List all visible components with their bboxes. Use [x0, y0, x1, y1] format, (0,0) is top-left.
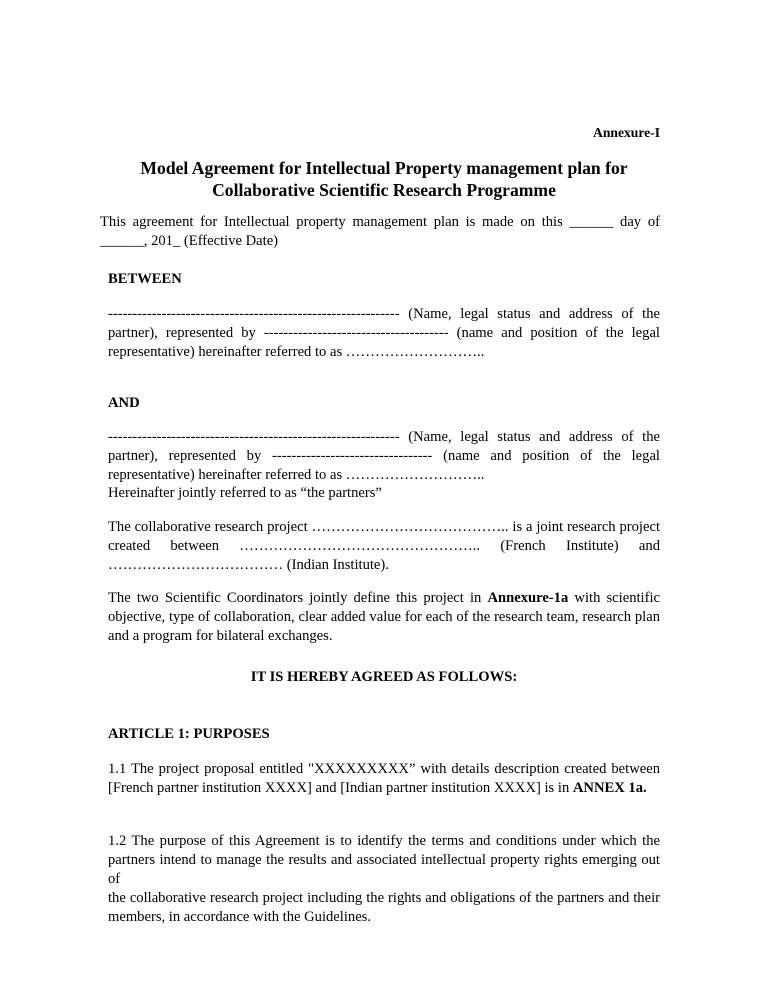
coordinators-paragraph [108, 589, 660, 646]
coordinators-line-1 [108, 589, 660, 608]
partner1-line-3: representative) hereinafter referred to as ……………………….. [108, 344, 485, 360]
article1-heading: ARTICLE 1: PURPOSES [108, 726, 270, 742]
partner1-line-1: ------------------------------------------------------------ (Name, legal status and address of the [108, 306, 660, 322]
project-paragraph [108, 518, 660, 575]
annex-1a-reference: ANNEX 1a. [572, 780, 647, 796]
coordinators-text-a: The two Scientific Coordinators jointly define this project in [108, 590, 488, 606]
partner2-line-3: representative) hereinafter referred to as ……………………….. [108, 467, 485, 483]
coordinators-text-c: with scientific [568, 590, 660, 606]
p12-line-3: the collaborative research project including the rights and obligations of the partners and their [108, 890, 660, 906]
title-line-1: Model Agreement for Intellectual Property management plan for [140, 158, 628, 178]
project-line-3: ……………………………… (Indian Institute). [108, 557, 389, 573]
and-heading: AND [108, 395, 140, 411]
p11-line-2 [108, 779, 660, 798]
partner1-paragraph [108, 305, 660, 362]
partner2-paragraph [108, 428, 660, 485]
intro-paragraph [100, 213, 660, 251]
coordinators-line-3: and a program for bilateral exchanges. [108, 628, 333, 644]
coordinators-line-2: objective, type of collaboration, clear added value for each of the research team, research plan [108, 609, 660, 625]
p12-line-2: partners intend to manage the results and associated intellectual property rights emerging out of [108, 852, 660, 887]
p11-text-a: [French partner institution XXXX] and [Indian partner institution XXXX] is in [108, 780, 573, 796]
p12-line-1: 1.2 The purpose of this Agreement is to identify the terms and conditions under which the [108, 833, 660, 849]
intro-line-2: ______, 201_ (Effective Date) [100, 233, 279, 249]
project-line-1: The collaborative research project ………………………………….. is a joint research project [108, 519, 660, 535]
paragraph-1-2 [108, 832, 660, 927]
p12-line-4: members, in accordance with the Guidelines. [108, 909, 372, 925]
document-title [108, 157, 660, 201]
between-heading: BETWEEN [108, 271, 182, 287]
title-line-2: Collaborative Scientific Research Programme [212, 180, 556, 200]
jointly-paragraph: Hereinafter jointly referred to as “the partners” [108, 485, 382, 501]
partner2-line-1: ------------------------------------------------------------ (Name, legal status and address of the [108, 429, 660, 445]
partner2-line-2: partner), represented by --------------------------------- (name and position of the legal [108, 448, 660, 464]
project-line-2: created between ………………………………………….. (French Institute) and [108, 538, 660, 554]
partner1-line-2: partner), represented by -------------------------------------- (name and position of the legal [108, 325, 660, 341]
intro-line-1: This agreement for Intellectual property management plan is made on this ______ day of [100, 214, 660, 230]
paragraph-1-1 [108, 760, 660, 798]
agreed-heading: IT IS HEREBY AGREED AS FOLLOWS: [250, 669, 518, 685]
annexure-1a-reference: Annexure-1a [487, 590, 569, 606]
p11-line-1: 1.1 The project proposal entitled "XXXXXXXXX” with details description created between [108, 761, 660, 777]
annexure-label: Annexure-I [593, 125, 660, 140]
